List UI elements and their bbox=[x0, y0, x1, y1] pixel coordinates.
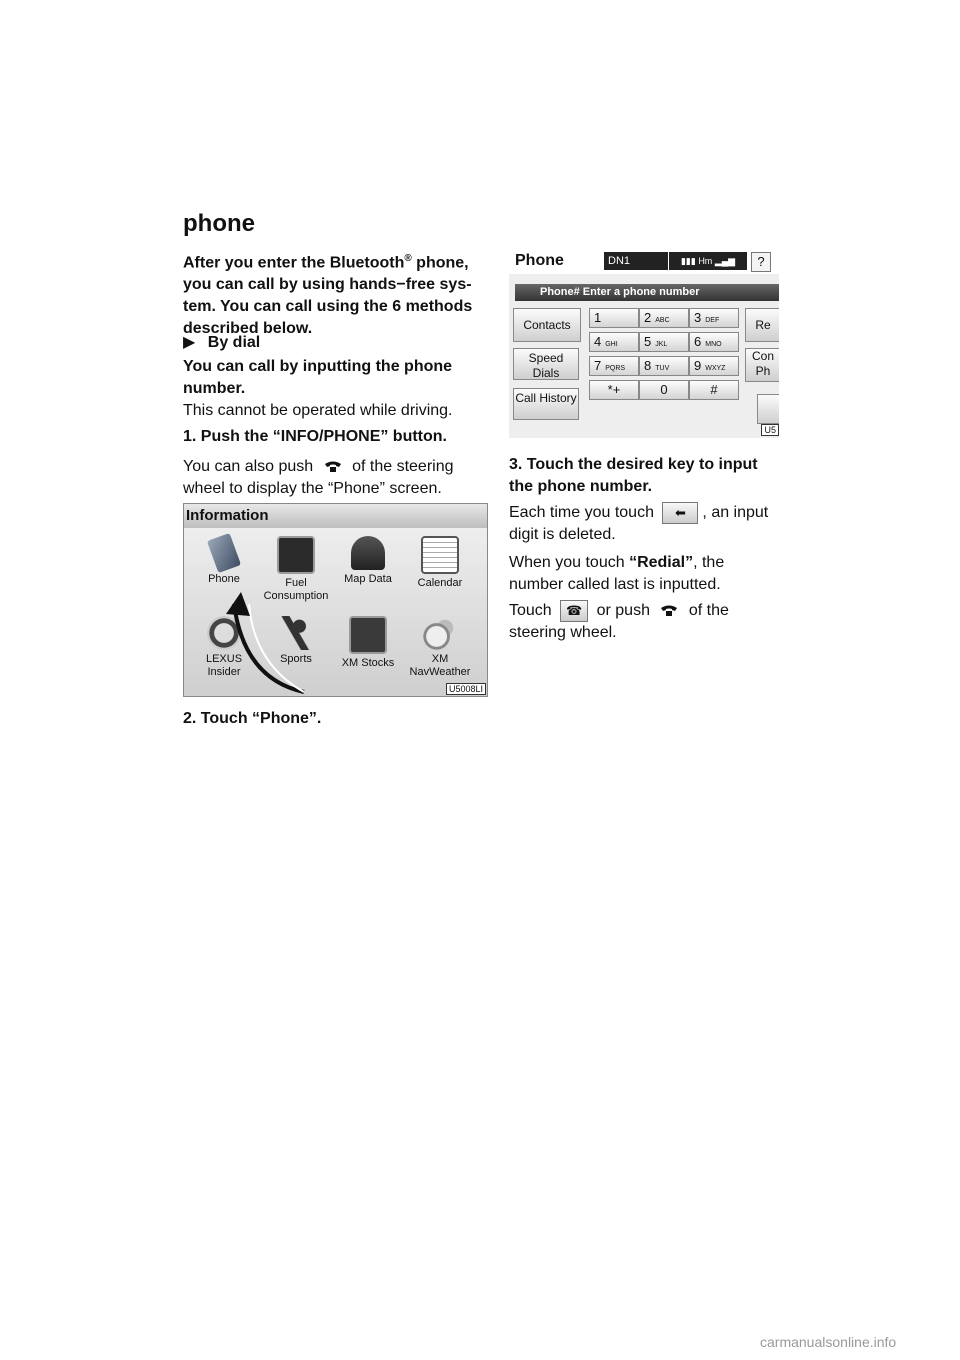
info-item-label: XM Stocks bbox=[341, 657, 395, 669]
bar-chart-icon bbox=[277, 536, 315, 574]
intro-paragraph bbox=[183, 248, 486, 340]
section-heading-text: By dial bbox=[207, 334, 261, 351]
info-item-map-data[interactable] bbox=[333, 536, 403, 586]
info-item-label: Phone bbox=[208, 573, 240, 585]
key-letters: PQRS bbox=[605, 365, 626, 372]
battery-icon: ▮▮▮ bbox=[680, 256, 696, 266]
phone-number-entry[interactable]: Phone# Enter a phone number bbox=[515, 284, 779, 301]
key-num: 1 bbox=[594, 310, 602, 325]
watermark: carmanualsonline.info bbox=[760, 1334, 897, 1350]
key-num: 7 bbox=[594, 358, 602, 373]
key-6[interactable] bbox=[689, 332, 739, 352]
key-letters: DEF bbox=[705, 317, 720, 324]
key-7[interactable] bbox=[589, 356, 639, 376]
help-button[interactable]: ? bbox=[751, 252, 771, 272]
contacts-button[interactable]: Contacts bbox=[513, 308, 581, 342]
key-hash[interactable] bbox=[689, 380, 739, 400]
step-1: 1. Push the “INFO/PHONE” button. bbox=[183, 428, 447, 445]
information-header: Information bbox=[184, 504, 488, 528]
redial-text-2: , the number called last is inputted. bbox=[509, 554, 725, 593]
touch-text-1: Touch bbox=[509, 602, 552, 620]
key-num: 0 bbox=[660, 382, 668, 397]
redial-text bbox=[509, 552, 779, 596]
touch-call-text bbox=[509, 600, 779, 644]
contact-phone-button[interactable]: Con Ph bbox=[745, 348, 779, 382]
phone-screen-title: Phone bbox=[515, 252, 564, 269]
section-heading bbox=[183, 332, 486, 354]
key-3[interactable] bbox=[689, 308, 739, 328]
key-num: *+ bbox=[607, 382, 621, 397]
key-num: 6 bbox=[694, 334, 702, 349]
phone-status-bar bbox=[669, 252, 747, 270]
info-item-label: XM NavWeather bbox=[409, 653, 471, 678]
back-arrow-icon: ⬅ bbox=[662, 502, 698, 524]
page-title: phone bbox=[183, 210, 255, 237]
info-item-xm-navweather[interactable] bbox=[405, 616, 475, 679]
delete-text-1: Each time you touch bbox=[509, 504, 654, 522]
phone-handset-icon bbox=[660, 605, 678, 617]
key-letters: JKL bbox=[655, 341, 668, 348]
key-0[interactable] bbox=[639, 380, 689, 400]
info-item-label: Fuel Consumption bbox=[263, 577, 329, 602]
info-item-label: LEXUS Insider bbox=[205, 653, 243, 678]
key-num: 2 bbox=[644, 310, 652, 325]
delete-text-2: , an input digit is deleted. bbox=[509, 504, 769, 544]
info-item-label: Map Data bbox=[344, 573, 392, 585]
redial-text-1: When you touch bbox=[509, 554, 630, 571]
info-item-label: Calendar bbox=[417, 577, 463, 589]
step-2: 2. Touch “Phone”. bbox=[183, 710, 322, 727]
step1-extra-text-2: of the steering wheel to display the “Phone” screen. bbox=[183, 458, 454, 497]
device-name-badge: DN1 bbox=[604, 252, 668, 270]
call-history-button[interactable]: Call History bbox=[513, 388, 579, 420]
call-button[interactable] bbox=[757, 394, 779, 424]
phone-handset-icon bbox=[324, 461, 342, 473]
info-item-xm-stocks[interactable] bbox=[333, 616, 403, 670]
redial-button[interactable]: Re bbox=[745, 308, 779, 342]
key-1[interactable] bbox=[589, 308, 639, 328]
calendar-icon bbox=[421, 536, 459, 574]
bullet-icon: ▶ bbox=[183, 334, 196, 351]
key-num: 9 bbox=[694, 358, 702, 373]
call-handset-icon: ☎ bbox=[560, 600, 588, 622]
registered-mark: ® bbox=[404, 253, 412, 264]
step1-extra-text-1: You can also push bbox=[183, 458, 314, 475]
delete-digit-text bbox=[509, 502, 779, 546]
step-1-extra bbox=[183, 456, 486, 500]
information-screen bbox=[183, 503, 488, 697]
touch-text-3: of the steering wheel. bbox=[509, 602, 729, 642]
key-num: 4 bbox=[594, 334, 602, 349]
signal-strength-icon: ▂▄▆ bbox=[714, 256, 736, 266]
key-letters: ABC bbox=[655, 317, 670, 324]
intro-text-1: After you enter the Bluetooth bbox=[183, 254, 405, 272]
key-9[interactable] bbox=[689, 356, 739, 376]
key-letters: GHI bbox=[605, 341, 618, 348]
phone-top-bar bbox=[509, 248, 779, 274]
step-3: 3. Touch the desired key to input the phone number. bbox=[509, 456, 758, 495]
figure-code: U5 bbox=[761, 424, 779, 436]
mobile-phone-icon bbox=[207, 533, 241, 573]
info-item-calendar[interactable] bbox=[405, 536, 475, 590]
figure-code: U5008LI bbox=[446, 683, 486, 695]
key-num: 8 bbox=[644, 358, 652, 373]
key-letters: MNO bbox=[705, 341, 722, 348]
key-4[interactable] bbox=[589, 332, 639, 352]
key-star-plus[interactable] bbox=[589, 380, 639, 400]
map-data-icon bbox=[351, 536, 385, 570]
speed-dials-button[interactable]: Speed Dials bbox=[513, 348, 579, 380]
touch-text-2: or push bbox=[596, 602, 650, 620]
key-5[interactable] bbox=[639, 332, 689, 352]
key-letters: TUV bbox=[655, 365, 670, 372]
redial-text-bold: “Redial” bbox=[629, 554, 694, 571]
key-num: 5 bbox=[644, 334, 652, 349]
touch-arrow-icon bbox=[204, 584, 314, 694]
network-status: Hm bbox=[698, 256, 713, 266]
info-item-phone[interactable] bbox=[189, 536, 259, 586]
weather-icon bbox=[423, 616, 457, 650]
section-note: This cannot be operated while driving. bbox=[183, 402, 453, 419]
key-letters: WXYZ bbox=[705, 365, 726, 372]
stock-chart-icon bbox=[349, 616, 387, 654]
key-2[interactable] bbox=[639, 308, 689, 328]
key-num: # bbox=[710, 382, 718, 397]
intro-text-2: phone, you can call by using hands−free sys- tem. You can call using the 6 methods described below. bbox=[183, 254, 473, 338]
key-num: 3 bbox=[694, 310, 702, 325]
info-item-label: Sports bbox=[280, 653, 312, 665]
key-8[interactable] bbox=[639, 356, 689, 376]
phone-screen bbox=[509, 248, 779, 438]
section-lead: You can call by inputting the phone number. bbox=[183, 358, 453, 397]
